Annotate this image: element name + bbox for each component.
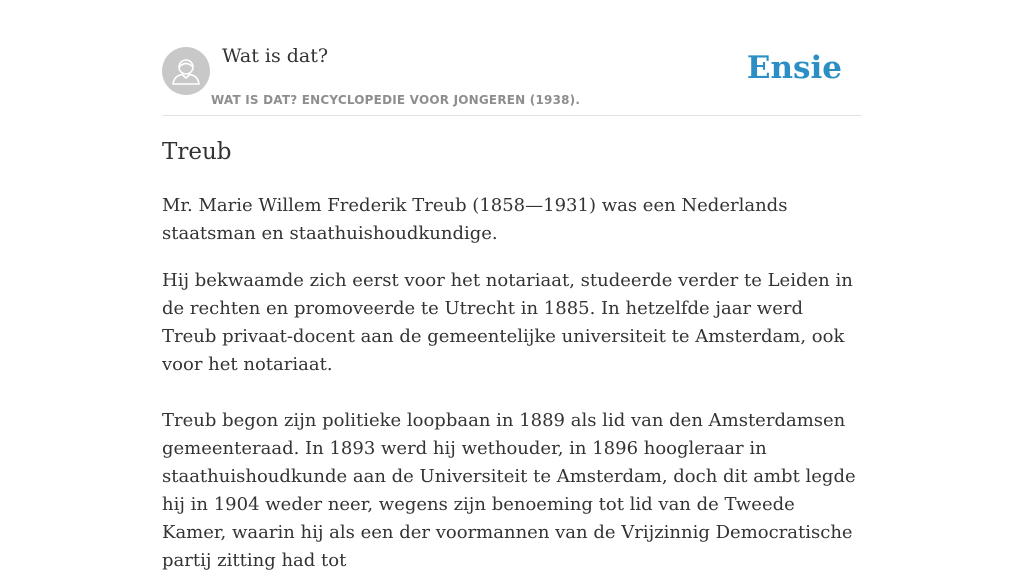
ensie-logo[interactable]: Ensie xyxy=(746,50,842,86)
user-icon xyxy=(162,47,210,95)
article-body xyxy=(162,192,862,575)
source-subtitle: WAT IS DAT? ENCYCLOPEDIE VOOR JONGEREN (1938). xyxy=(211,93,581,107)
article-paragraph-2: Hij bekwaamde zich eerst voor het notariaat, studeerde verder te Leiden in de rechten en promoveerde te Utrecht in 1885. In hetzelfde jaar werd Treub privaat-docent aan de gemeentelijke universiteit te Amsterdam, ook voor het notariaat. xyxy=(162,270,853,375)
page xyxy=(162,0,862,571)
source-title-link[interactable]: Wat is dat? xyxy=(222,45,329,67)
header xyxy=(162,0,862,116)
article-title: Treub xyxy=(162,139,232,165)
article-paragraph-3: Treub begon zijn politieke loopbaan in 1889 als lid van den Amsterdamsen gemeenteraad. In 1893 werd hij wethouder, in 1896 hoogleraar in staathuishoudkunde aan de Universiteit te Amsterdam, doch dit ambt legde hij in 1904 weder neer, wegens zijn benoeming tot lid van de Tweede Kamer, waarin hij als een der voormannen van de Vrijzinnig Democratische partij zitting had tot xyxy=(162,410,856,571)
source-avatar[interactable] xyxy=(162,47,210,95)
article-paragraph-1: Mr. Marie Willem Frederik Treub (1858—1931) was een Nederlands staatsman en staathuishoudkundige. xyxy=(162,195,788,244)
